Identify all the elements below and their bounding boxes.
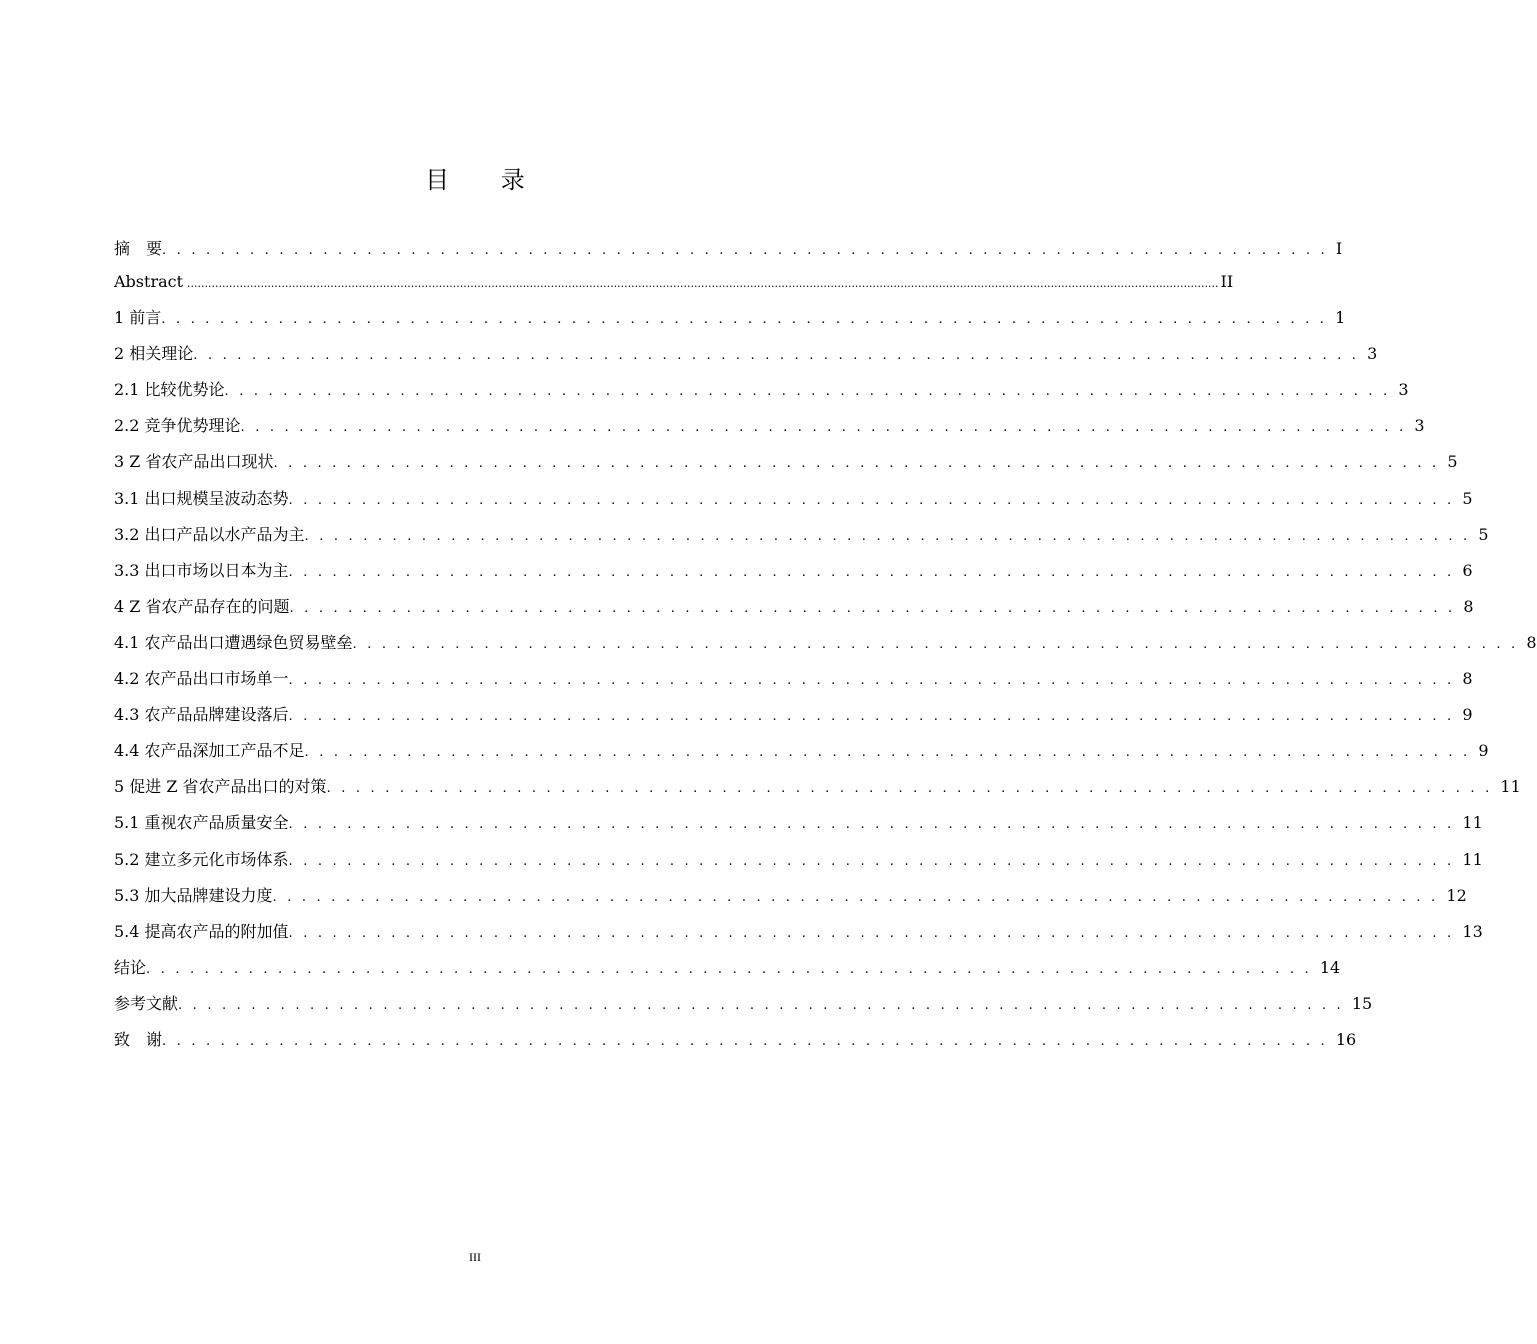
toc-leader-dots: . . . . . . . . . . . . . . . . . . . . . . . . . . . . . . . . . . . . . . . . . . . . . . . . . . . . . . . . . . . . . . . . . . . . . . . . . . . . . . . . xyxy=(288,817,1455,833)
toc-entry-label: 摘 要 xyxy=(114,239,163,258)
toc-leader-dots: . . . . . . . . . . . . . . . . . . . . . . . . . . . . . . . . . . . . . . . . . . . . . . . . . . . . . . . . . . . . . . . . . . . . . . . . . . . . . . . . xyxy=(224,384,1391,400)
toc-entry-page: 15 xyxy=(1351,993,1373,1013)
toc-entry[interactable] xyxy=(114,558,1473,594)
toc-entry[interactable] xyxy=(114,666,1473,702)
toc-entry-label: 参考文献 xyxy=(114,993,179,1013)
toc-entry-page: 3 xyxy=(1398,380,1409,400)
toc-entry-page: 5 xyxy=(1462,488,1473,508)
toc-leader-dots: . . . . . . . . . . . . . . . . . . . . . . . . . . . . . . . . . . . . . . . . . . . . . . . . . . . . . . . . . . . . . . . . . . . . . . . . . . . . . . . . xyxy=(288,673,1455,689)
toc-entry-page: 11 xyxy=(1462,849,1483,869)
toc-entry-label: 4.1 农产品出口遭遇绿色贸易壁垒 xyxy=(114,632,353,652)
toc-leader-dots: . . . . . . . . . . . . . . . . . . . . . . . . . . . . . . . . . . . . . . . . . . . . . . . . . . . . . . . . . . . . . . . . . . . . . . . . . . . . . . . . xyxy=(162,243,1328,258)
toc-entry-label: 4.4 农产品深加工产品不足 xyxy=(114,741,305,761)
toc-entry[interactable] xyxy=(114,847,1483,883)
toc-entry[interactable] xyxy=(114,341,1378,377)
toc-leader-dots: . . . . . . . . . . . . . . . . . . . . . . . . . . . . . . . . . . . . . . . . . . . . . . . . . . . . . . . . . . . . . . . . . . . . . . . . . . . . . . . . xyxy=(304,528,1471,544)
toc-leader-dots: . . . . . . . . . . . . . . . . . . . . . . . . . . . . . . . . . . . . . . . . . . . . . . . . . . . . . . . . . . . . . . . . . . . . . . . . . . . . . . . . xyxy=(289,600,1456,616)
toc-entry-label: 2.1 比较优势论 xyxy=(114,380,225,400)
toc-entry-label: 5.2 建立多元化市场体系 xyxy=(114,849,289,869)
toc-entry[interactable] xyxy=(114,630,1537,666)
toc-entry[interactable] xyxy=(114,810,1483,846)
toc-entry-label: 5 促进 Z 省农产品出口的对策 xyxy=(114,777,327,797)
toc-entry[interactable] xyxy=(114,774,1521,810)
toc-leader-dots: . . . . . . . . . . . . . . . . . . . . . . . . . . . . . . . . . . . . . . . . . . . . . . . . . . . . . . . . . . . . . . . . . . . . . . . . . . . . . . . . xyxy=(193,348,1360,364)
toc-entry[interactable] xyxy=(114,413,1425,449)
toc-entry-page: 3 xyxy=(1414,416,1425,436)
toc-entry-label: 3.3 出口市场以日本为主 xyxy=(114,560,289,580)
toc-leader-dots: . . . . . . . . . . . . . . . . . . . . . . . . . . . . . . . . . . . . . . . . . . . . . . . . . . . . . . . . . . . . . . . . . . . . . . . . . . . . . . . . xyxy=(288,709,1455,725)
toc-entry[interactable] xyxy=(114,883,1467,919)
toc-entry-label: 致 谢 xyxy=(114,1029,163,1049)
toc-entry[interactable] xyxy=(114,955,1341,991)
toc-leader-dots: . . . . . . . . . . . . . . . . . . . . . . . . . . . . . . . . . . . . . . . . . . . . . . . . . . . . . . . . . . . . . . . . . . . . . . . . . . . . . . . . xyxy=(304,745,1471,761)
toc-entry[interactable] xyxy=(114,991,1373,1027)
toc-entry-label: 3.2 出口产品以水产品为主 xyxy=(114,524,305,544)
toc-entry-page: 12 xyxy=(1446,885,1467,905)
toc-entry[interactable] xyxy=(114,1027,1357,1063)
toc-entry-label: 1 前言 xyxy=(114,308,162,328)
toc-leader-dots: . . . . . . . . . . . . . . . . . . . . . . . . . . . . . . . . . . . . . . . . . . . . . . . . . . . . . . . . . . . . . . . . . . . . . . . . . . . . . . . . xyxy=(288,564,1455,580)
toc-entry-page: 8 xyxy=(1463,596,1474,616)
toc-entry-page: II xyxy=(1220,272,1234,292)
toc-entry[interactable] xyxy=(114,377,1409,413)
toc-entry-page: I xyxy=(1335,239,1343,258)
toc-entry[interactable] xyxy=(114,594,1474,630)
toc-entry[interactable] xyxy=(114,305,1346,341)
toc-entry-label: 4.2 农产品出口市场单一 xyxy=(114,669,289,689)
toc-entry-page: 11 xyxy=(1462,813,1483,833)
toc-leader-dots: . . . . . . . . . . . . . . . . . . . . . . . . . . . . . . . . . . . . . . . . . . . . . . . . . . . . . . . . . . . . . . . . . . . . . . . . . . . . . . . . xyxy=(272,889,1439,905)
toc-entry-page: 11 xyxy=(1500,777,1521,797)
toc-leader-dots: ....................................................................................................................................................................................................................................................................................................... xyxy=(187,277,1219,291)
toc-entry-page: 13 xyxy=(1462,921,1483,941)
toc-entry[interactable] xyxy=(114,702,1473,738)
toc-leader-dots: . . . . . . . . . . . . . . . . . . . . . . . . . . . . . . . . . . . . . . . . . . . . . . . . . . . . . . . . . . . . . . . . . . . . . . . . . . . . . . . . xyxy=(240,420,1407,436)
toc-entry-page: 14 xyxy=(1319,957,1341,977)
toc-leader-dots: . . . . . . . . . . . . . . . . . . . . . . . . . . . . . . . . . . . . . . . . . . . . . . . . . . . . . . . . . . . . . . . . . . . . . . . . . . . . . . . . xyxy=(162,1033,1328,1049)
toc-entry-page: 16 xyxy=(1335,1029,1357,1049)
toc-entry-abstract-en[interactable] xyxy=(114,272,1234,305)
toc-entry-page: 9 xyxy=(1462,705,1473,725)
toc-leader-dots: . . . . . . . . . . . . . . . . . . . . . . . . . . . . . . . . . . . . . . . . . . . . . . . . . . . . . . . . . . . . . . . . . . . . . . . . . . . . . . . . xyxy=(352,636,1519,652)
toc-entry[interactable] xyxy=(114,449,1458,485)
table-of-contents xyxy=(114,236,1537,1063)
toc-entry-page: 1 xyxy=(1335,308,1346,328)
page-title: 目 录 xyxy=(425,166,547,194)
toc-leader-dots: . . . . . . . . . . . . . . . . . . . . . . . . . . . . . . . . . . . . . . . . . . . . . . . . . . . . . . . . . . . . . . . . . . . . . . . . . . . . . . . . xyxy=(146,961,1312,977)
toc-leader-dots: . . . . . . . . . . . . . . . . . . . . . . . . . . . . . . . . . . . . . . . . . . . . . . . . . . . . . . . . . . . . . . . . . . . . . . . . . . . . . . . . xyxy=(288,853,1455,869)
toc-entry-abstract-cn[interactable] xyxy=(114,236,1343,272)
toc-leader-dots: . . . . . . . . . . . . . . . . . . . . . . . . . . . . . . . . . . . . . . . . . . . . . . . . . . . . . . . . . . . . . . . . . . . . . . . . . . . . . . . . xyxy=(161,312,1328,328)
toc-leader-dots: . . . . . . . . . . . . . . . . . . . . . . . . . . . . . . . . . . . . . . . . . . . . . . . . . . . . . . . . . . . . . . . . . . . . . . . . . . . . . . . . xyxy=(288,925,1455,941)
toc-entry[interactable] xyxy=(114,486,1473,522)
toc-entry-label: 5.3 加大品牌建设力度 xyxy=(114,885,273,905)
toc-entry-label: 5.1 重视农产品质量安全 xyxy=(114,813,289,833)
toc-leader-dots: . . . . . . . . . . . . . . . . . . . . . . . . . . . . . . . . . . . . . . . . . . . . . . . . . . . . . . . . . . . . . . . . . . . . . . . . . . . . . . . . xyxy=(326,781,1493,797)
toc-entry-label: 3 Z 省农产品出口现状 xyxy=(114,452,274,472)
toc-entry-label: 4.3 农产品品牌建设落后 xyxy=(114,705,289,725)
toc-entry-label: 5.4 提高农产品的附加值 xyxy=(114,921,289,941)
page-number: III xyxy=(469,1250,481,1264)
toc-entry-label: Abstract xyxy=(114,272,184,292)
toc-entry[interactable] xyxy=(114,738,1489,774)
toc-entry-page: 8 xyxy=(1526,632,1537,652)
toc-entry-page: 6 xyxy=(1462,560,1473,580)
toc-entry-label: 4 Z 省农产品存在的问题 xyxy=(114,596,290,616)
toc-entry[interactable] xyxy=(114,919,1483,955)
toc-entry-label: 结论 xyxy=(114,957,147,977)
toc-leader-dots: . . . . . . . . . . . . . . . . . . . . . . . . . . . . . . . . . . . . . . . . . . . . . . . . . . . . . . . . . . . . . . . . . . . . . . . . . . . . . . . . xyxy=(178,997,1344,1013)
toc-entry[interactable] xyxy=(114,522,1489,558)
toc-entry-label: 3.1 出口规模呈波动态势 xyxy=(114,488,289,508)
toc-entry-label: 2 相关理论 xyxy=(114,344,194,364)
toc-entry-page: 9 xyxy=(1478,741,1489,761)
toc-entry-page: 3 xyxy=(1367,344,1378,364)
toc-entry-page: 8 xyxy=(1462,669,1473,689)
toc-leader-dots: . . . . . . . . . . . . . . . . . . . . . . . . . . . . . . . . . . . . . . . . . . . . . . . . . . . . . . . . . . . . . . . . . . . . . . . . . . . . . . . . xyxy=(288,492,1455,508)
toc-entry-label: 2.2 竞争优势理论 xyxy=(114,416,241,436)
toc-entry-page: 5 xyxy=(1478,524,1489,544)
toc-entry-page: 5 xyxy=(1447,452,1458,472)
toc-leader-dots: . . . . . . . . . . . . . . . . . . . . . . . . . . . . . . . . . . . . . . . . . . . . . . . . . . . . . . . . . . . . . . . . . . . . . . . . . . . . . . . . xyxy=(273,456,1440,472)
